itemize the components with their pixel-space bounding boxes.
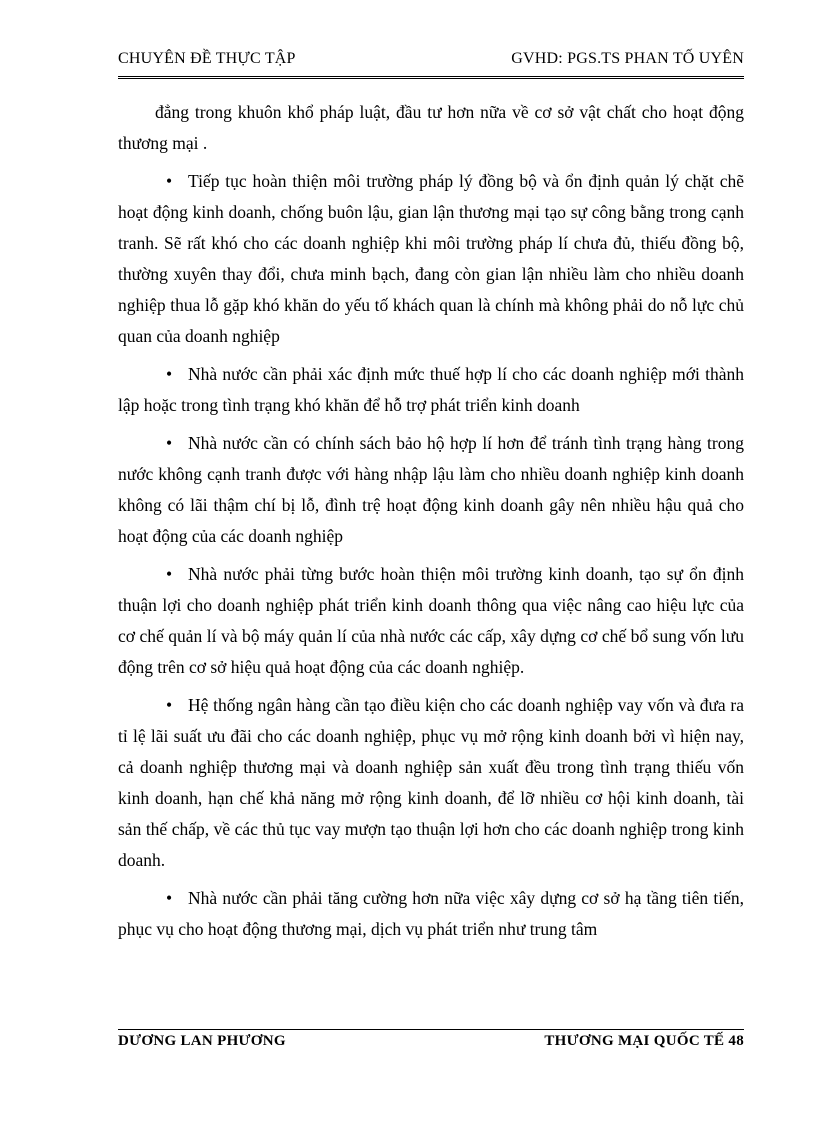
footer-class-page: THƯƠNG MẠI QUỐC TẾ 48 [544,1033,744,1049]
page-footer [118,1029,744,1050]
header-course-title: CHUYÊN ĐỀ THỰC TẬP [118,50,296,67]
bullet-icon: • [166,433,173,453]
page-header [118,50,744,79]
paragraph-text: Nhà nước phải từng bước hoàn thiện môi trường kinh doanh, tạo sự ổn định thuận lợi cho doanh nghiệp phát triển kinh doanh thông qua việc nâng cao hiệu lực của cơ chế quản lí và bộ máy quản lí của nhà nước các cấp, xây dựng cơ chế bổ sung vốn lưu động trên cơ sở hiệu quả hoạt động của các doanh nghiệp. [118,564,744,677]
paragraph-text: Hệ thống ngân hàng cần tạo điều kiện cho các doanh nghiệp vay vốn và đưa ra tỉ lệ lãi suất ưu đãi cho các doanh nghiệp, phục vụ mở rộng kinh doanh bởi vì hiện nay, cả doanh nghiệp thương mại và doanh nghiệp sản xuất đều trong tình trạng thiếu vốn kinh doanh, hạn chế khả năng mở rộng kinh doanh, để lỡ nhiều cơ hội kinh doanh, tài sản thế chấp, về các thủ tục vay mượn tạo thuận lợi hơn cho các doanh nghiệp trong kinh doanh. [118,695,744,870]
bullet-paragraph [118,559,744,683]
paragraph-text: Nhà nước cần phải tăng cường hơn nữa việc xây dựng cơ sở hạ tầng tiên tiến, phục vụ cho hoạt động thương mại, dịch vụ phát triển như trung tâm [118,888,744,939]
bullet-paragraph [118,359,744,421]
paragraph-text: Nhà nước cần phải xác định mức thuế hợp lí cho các doanh nghiệp mới thành lập hoặc trong tình trạng khó khăn để hỗ trợ phát triển kinh doanh [118,364,744,415]
paragraph-text: Nhà nước cần có chính sách bảo hộ hợp lí hơn để tránh tình trạng hàng trong nước không cạnh tranh được với hàng nhập lậu làm cho nhiều doanh nghiệp kinh doanh không có lãi thậm chí bị lỗ, đình trệ hoạt động kinh doanh gây nên nhiều hậu quả cho hoạt động của các doanh nghiệp [118,433,744,546]
bullet-paragraph [118,690,744,876]
paragraph [118,97,744,159]
document-body [118,97,744,952]
bullet-icon: • [166,171,173,191]
paragraph-text: Tiếp tục hoàn thiện môi trường pháp lý đồng bộ và ổn định quản lý chặt chẽ hoạt động kinh doanh, chống buôn lậu, gian lận thương mại tạo sự công bằng trong cạnh tranh. Sẽ rất khó cho các doanh nghiệp khi môi trường pháp lí chưa đủ, thiếu đồng bộ, thường xuyên thay đổi, chưa minh bạch, đang còn gian lận nhiều làm cho nhiều doanh nghiệp thua lỗ gặp khó khăn do yếu tố khách quan là chính mà không phải do nỗ lực chủ quan của doanh nghiệp [118,171,744,346]
bullet-paragraph [118,166,744,352]
paragraph-text: đẳng trong khuôn khổ pháp luật, đầu tư hơn nữa về cơ sở vật chất cho hoạt động thương mại . [118,102,744,153]
bullet-icon: • [166,695,173,715]
bullet-icon: • [166,888,173,908]
bullet-icon: • [166,364,173,384]
bullet-paragraph [118,428,744,552]
bullet-icon: • [166,564,173,584]
header-supervisor: GVHD: PGS.TS PHAN TỐ UYÊN [511,50,744,67]
bullet-paragraph [118,883,744,945]
footer-author: DƯƠNG LAN PHƯƠNG [118,1033,286,1049]
